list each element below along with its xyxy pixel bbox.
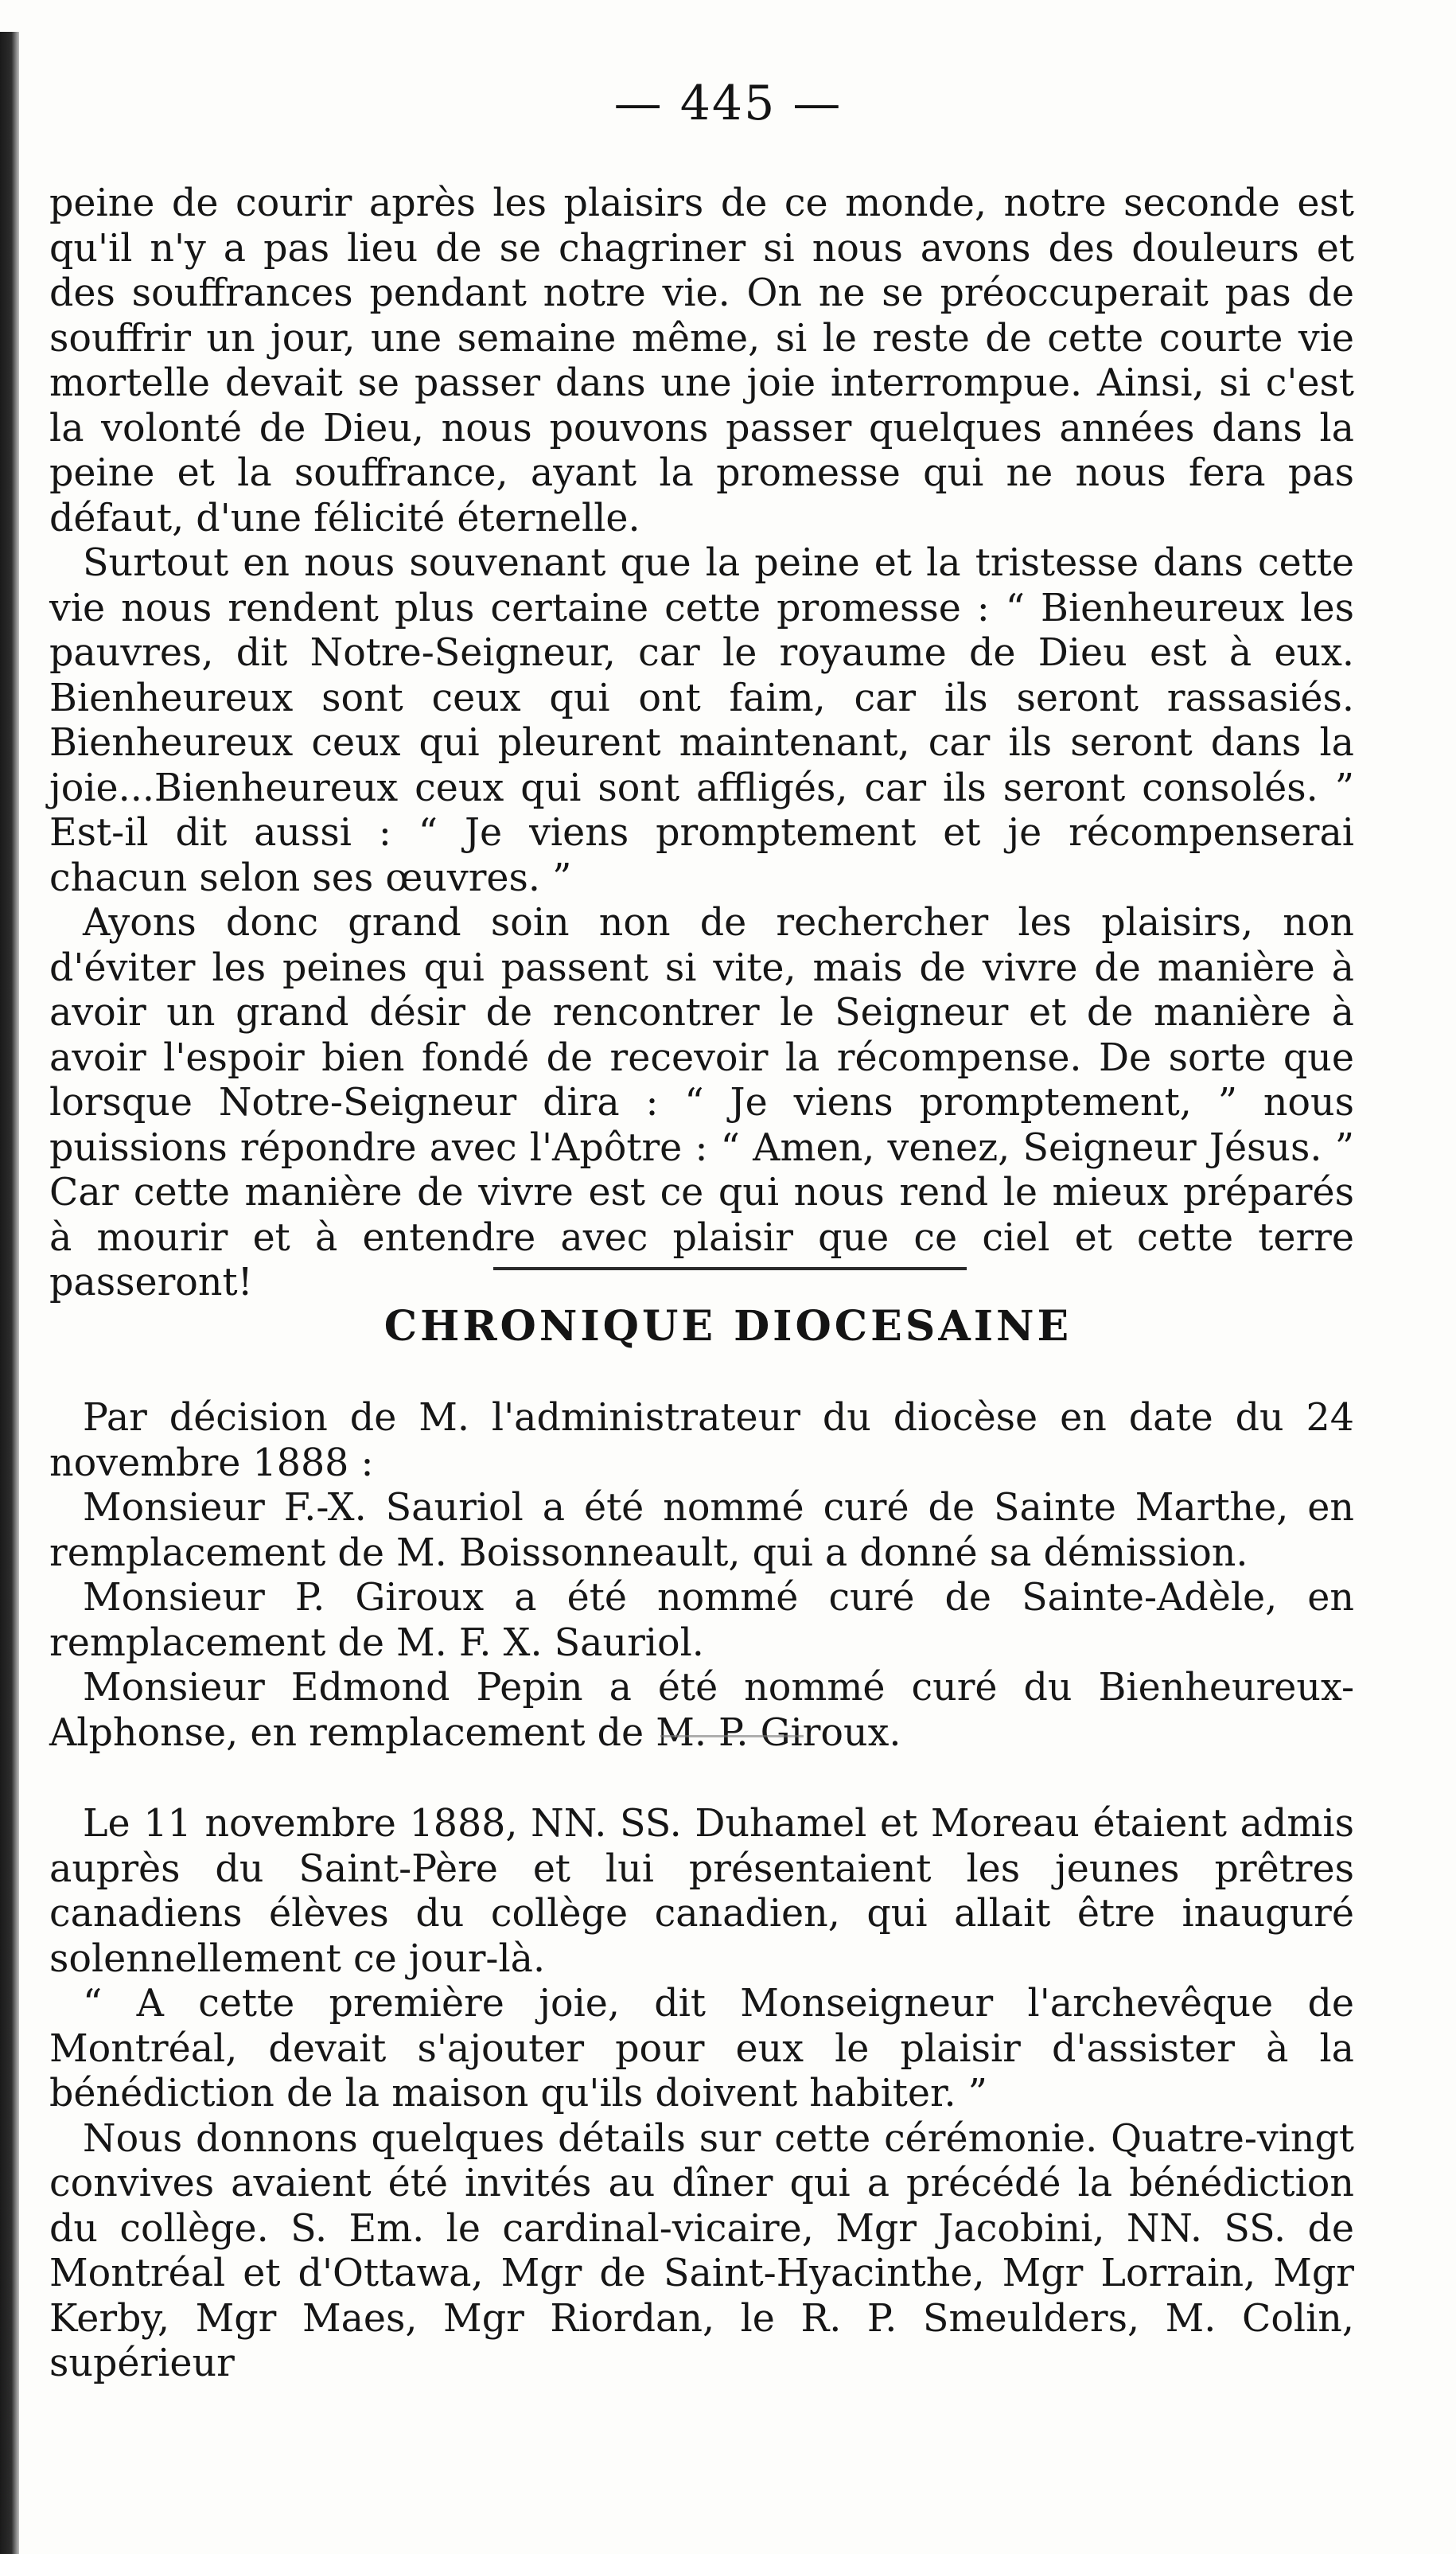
section-divider [493,1267,967,1270]
paragraph: Le 11 novembre 1888, NN. SS. Duhamel et Moreau étaient admis auprès du Saint-Père et lui présentaient les jeunes prêtres canadiens élèves du collège canadien, qui allait être inauguré solennellement ce jour-là. [49,1802,1354,1981]
text-block-3 [49,1802,1354,2387]
paragraph: Surtout en nous souvenant que la peine et la tristesse dans cette vie nous rendent plus certaine cette promesse : “ Bienheureux les pauvres, dit Notre-Seigneur, car le royaume de Dieu est à eux. Bienheureux sont ceux qui ont faim, car ils seront rassasiés. Bienheureux ceux qui pleurent maintenant, car ils seront dans la joie...Bienheureux ceux qui sont affligés, car ils seront consolés. ” Est-il dit aussi : “ Je viens promptement et je récompenserai chacun selon ses œuvres. ” [49,541,1354,900]
paragraph: Monsieur F.-X. Sauriol a été nommé curé de Sainte Marthe, en remplacement de M. Boissonneault, qui a donné sa démission. [49,1486,1354,1575]
page-number: — 445 — [613,76,843,131]
paragraph: Nous donnons quelques détails sur cette cérémonie. Quatre-vingt convives avaient été invités au dîner qui a précédé la bénédiction du collège. S. Em. le cardinal-vicaire, Mgr Jacobini, NN. SS. de Montréal et d'Ottawa, Mgr de Saint-Hyacinthe, Mgr Lorrain, Mgr Kerby, Mgr Maes, Mgr Riordan, le R. P. Smeulders, M. Colin, supérieur [49,2116,1354,2385]
section-heading: CHRONIQUE DIOCESAINE [383,1302,1073,1351]
paragraph: peine de courir après les plaisirs de ce monde, notre seconde est qu'il n'y a pas lieu de se chagriner si nous avons des douleurs et des souffrances pendant notre vie. On ne se préoccuperait pas de souffrir un jour, une semaine même, si le reste de cette courte vie mortelle devait se passer dans une joie interrompue. Ainsi, si c'est la volonté de Dieu, nous pouvons passer quelques années dans la peine et la souffrance, ayant la promesse qui ne nous fera pas défaut, d'une félicité éternelle. [49,181,1354,540]
paragraph-gap-divider [660,1735,804,1737]
paragraph: “ A cette première joie, dit Monseigneur l'archevêque de Montréal, devait s'ajouter pour eux le plaisir d'assister à la bénédiction de la maison qu'ils doivent habiter. ” [49,1982,1354,2115]
text-block-2 [49,1396,1354,1756]
text-block-1 [49,181,1354,1306]
paragraph: Monsieur P. Giroux a été nommé curé de Sainte-Adèle, en remplacement de M. F. X. Sauriol. [49,1576,1354,1665]
paragraph: Ayons donc grand soin non de rechercher les plaisirs, non d'éviter les peines qui passent si vite, mais de vivre de manière à avoir un grand désir de rencontrer le Seigneur et de manière à avoir l'espoir bien fondé de recevoir la récompense. De sorte que lorsque Notre-Seigneur dira : “ Je viens promptement, ” nous puissions répondre avec l'Apôtre : “ Amen, venez, Seigneur Jésus. ” Car cette manière de vivre est ce qui nous rend le mieux préparés à mourir et à entendre avec plaisir que ce ciel et cette terre passeront! [49,901,1354,1304]
paragraph: Par décision de M. l'administrateur du diocèse en date du 24 novembre 1888 : [49,1396,1354,1485]
paragraph: Monsieur Edmond Pepin a été nommé curé du Bienheureux-Alphonse, en remplacement de M. P. Giroux. [49,1666,1354,1755]
book-spine-shadow [0,32,19,2554]
